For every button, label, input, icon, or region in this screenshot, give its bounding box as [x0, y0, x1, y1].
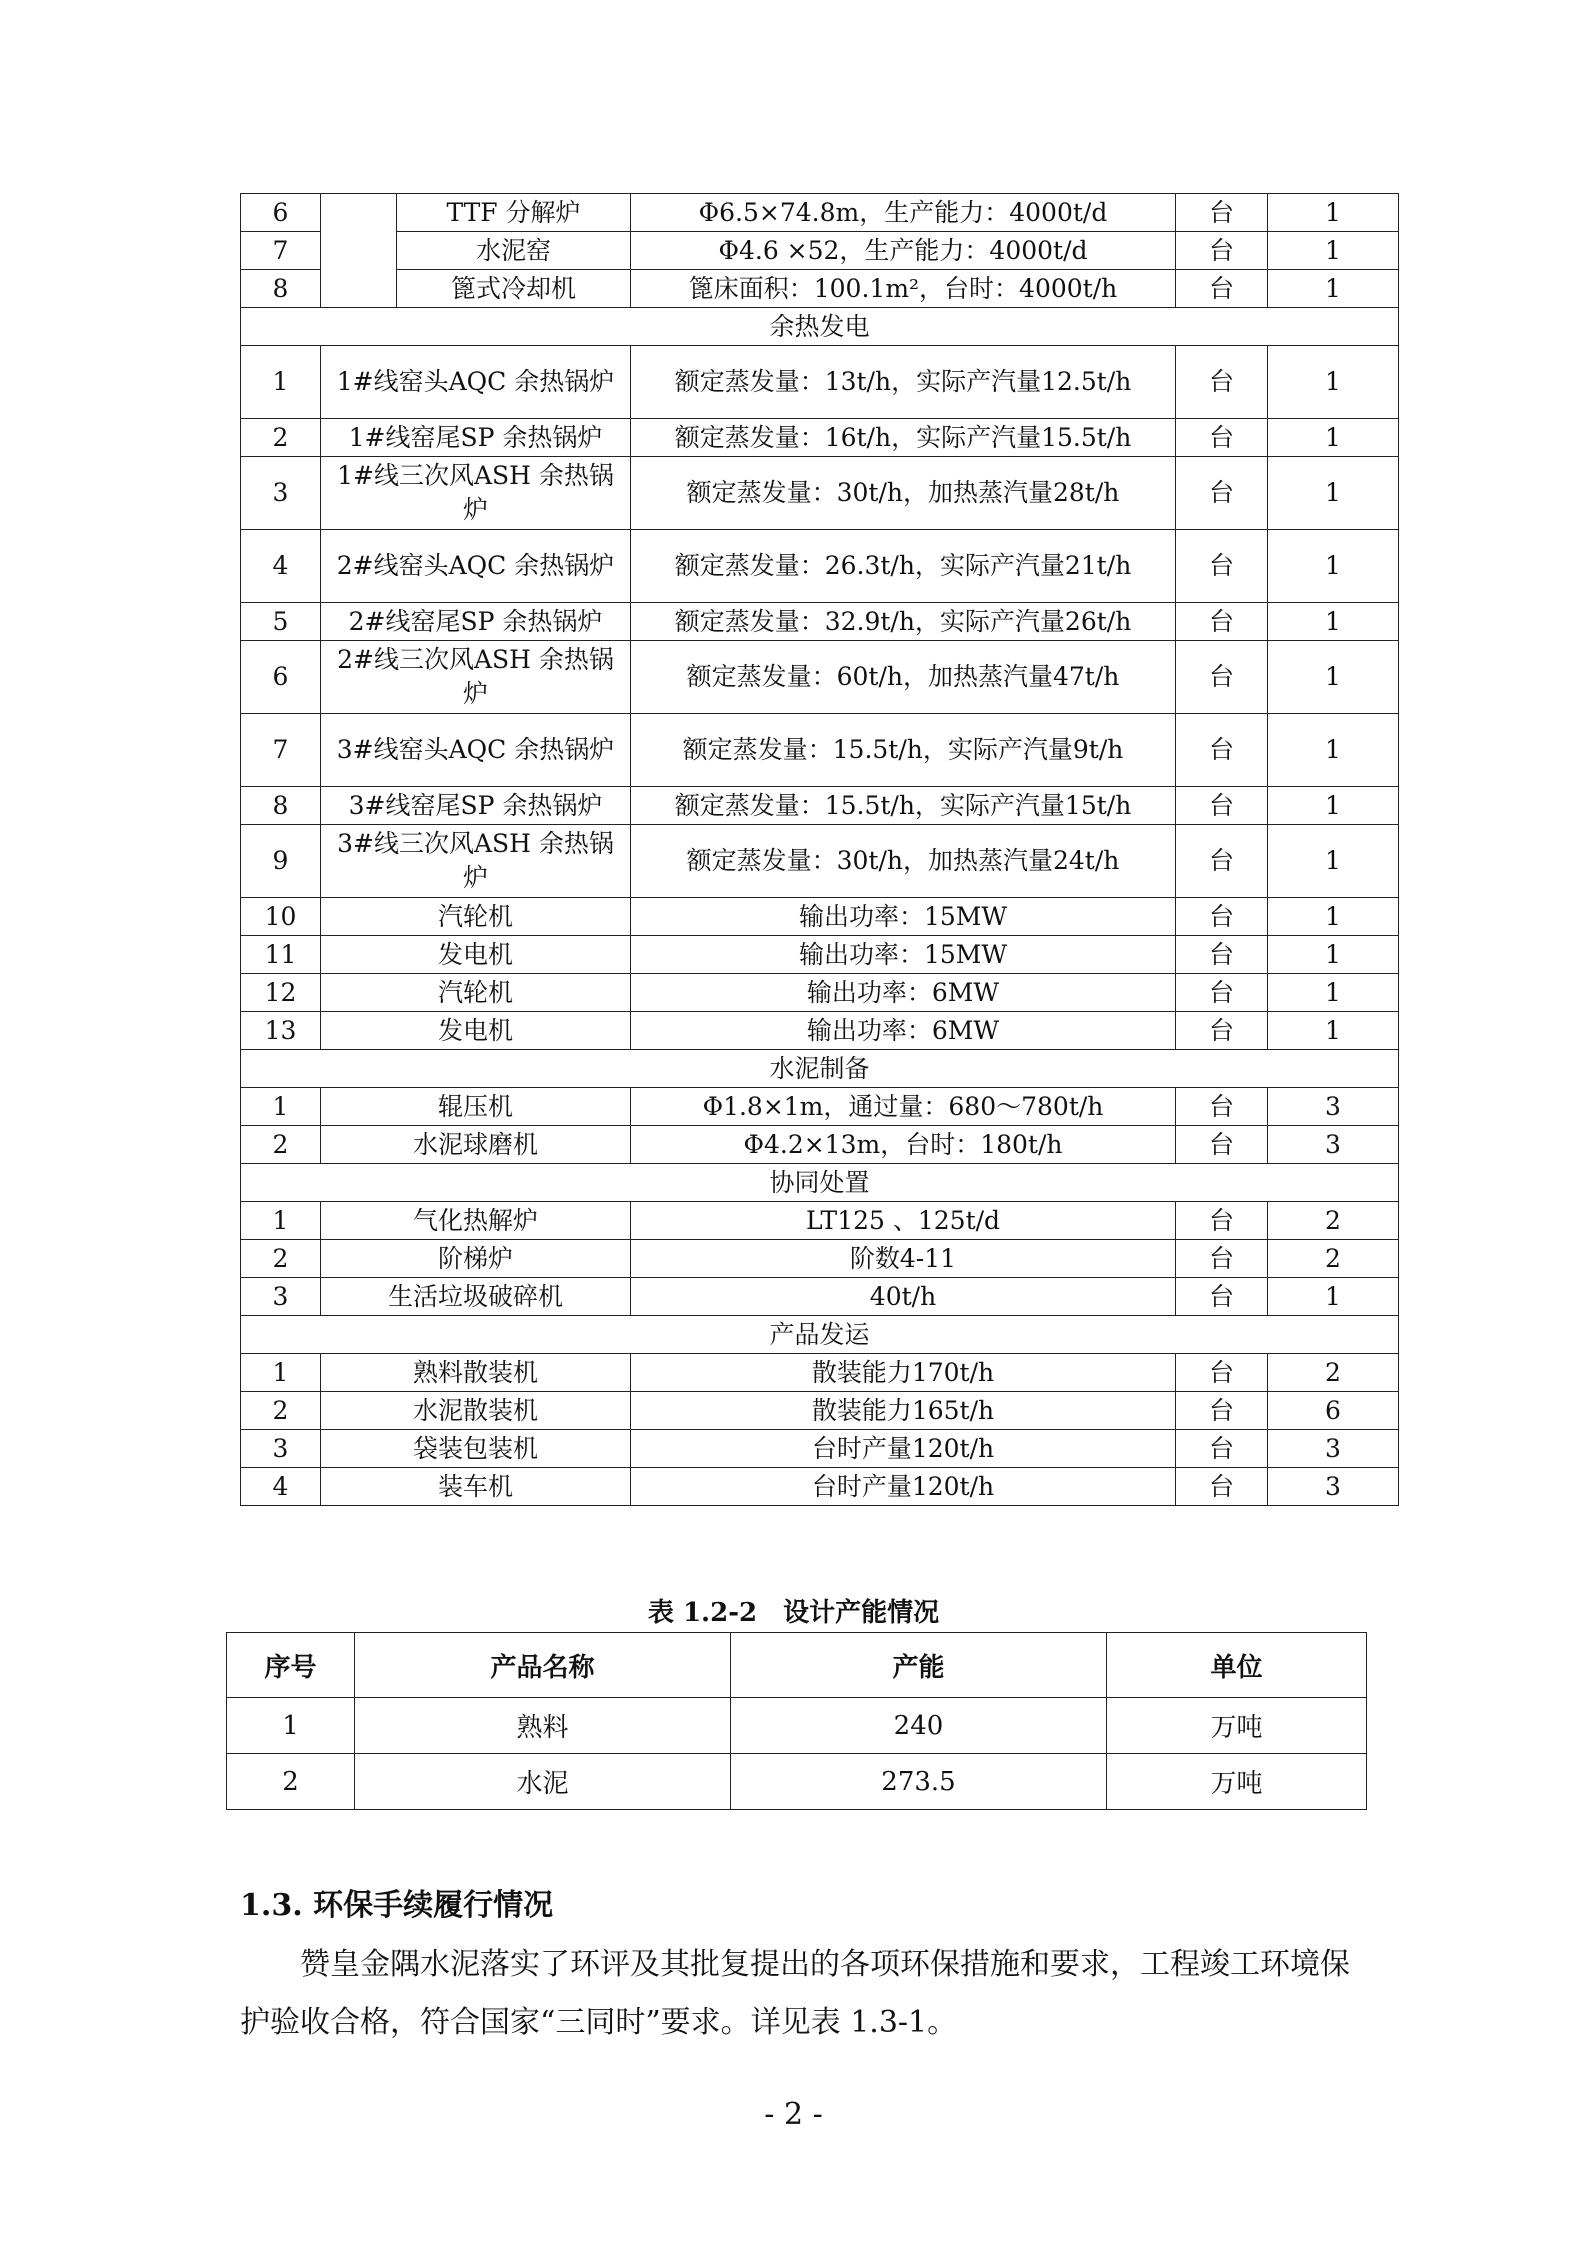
table-row — [241, 232, 1399, 270]
table-cell: 1#线窑头AQC 余热锅炉 — [321, 346, 631, 419]
merged-category-cell — [321, 194, 397, 308]
table-cell: 7 — [241, 714, 321, 787]
table-cell: 2 — [241, 1240, 321, 1278]
capacity-table — [226, 1632, 1367, 1810]
table-cell: 4 — [241, 1468, 321, 1506]
table-row — [241, 898, 1399, 936]
body-paragraph: 赞皇金隅水泥落实了环评及其批复提出的各项环保措施和要求，工程竣工环境保护验收合格，符合国家“三同时”要求。详见表 1.3-1。 — [240, 1947, 1350, 2040]
table-row — [241, 1468, 1399, 1506]
table-cell: 2#线窑头AQC 余热锅炉 — [321, 530, 631, 603]
table-cell: 台 — [1176, 898, 1268, 936]
section-row — [241, 1050, 1399, 1088]
table-cell: 水泥散装机 — [321, 1392, 631, 1430]
table-cell: 额定蒸发量：16t/h，实际产汽量15.5t/h — [631, 419, 1176, 457]
table-cell: 10 — [241, 898, 321, 936]
equipment-table — [240, 193, 1399, 1506]
section-row — [241, 1164, 1399, 1202]
table-cell: 1 — [1268, 714, 1399, 787]
table-cell: TTF 分解炉 — [397, 194, 631, 232]
table-row — [241, 1430, 1399, 1468]
table-cell: 1 — [1268, 641, 1399, 714]
table-cell: 台时产量120t/h — [631, 1430, 1176, 1468]
table-cell: 阶数4-11 — [631, 1240, 1176, 1278]
table-cell: 水泥球磨机 — [321, 1126, 631, 1164]
table-cell: 散装能力170t/h — [631, 1354, 1176, 1392]
table-cell: 台 — [1176, 1468, 1268, 1506]
table-cell: 输出功率：6MW — [631, 1012, 1176, 1050]
table-cell: 9 — [241, 825, 321, 898]
table-cell: 台 — [1176, 194, 1268, 232]
table-row — [227, 1698, 1367, 1754]
table-row — [241, 1392, 1399, 1430]
table-cell: 13 — [241, 1012, 321, 1050]
table-row — [241, 825, 1399, 898]
table-row — [241, 714, 1399, 787]
table-cell: 台 — [1176, 1278, 1268, 1316]
table-cell: 发电机 — [321, 1012, 631, 1050]
table-cell: 2 — [241, 419, 321, 457]
table-cell: 3 — [241, 1430, 321, 1468]
section-heading: 1.3. 环保手续履行情况 — [240, 1888, 554, 1923]
table-row — [241, 603, 1399, 641]
table-row — [241, 1088, 1399, 1126]
table-cell: 3 — [1268, 1430, 1399, 1468]
table-cell: 台 — [1176, 457, 1268, 530]
table-cell: 袋装包装机 — [321, 1430, 631, 1468]
table-row — [241, 1126, 1399, 1164]
table-cell: 1 — [1268, 974, 1399, 1012]
table-cell: 3 — [1268, 1468, 1399, 1506]
table-cell: 2 — [227, 1754, 355, 1810]
table-cell: 台 — [1176, 974, 1268, 1012]
table-row — [241, 419, 1399, 457]
section-title: 余热发电 — [241, 308, 1399, 346]
table-cell: 熟料 — [355, 1698, 731, 1754]
table-cell: 输出功率：15MW — [631, 936, 1176, 974]
table-row — [241, 787, 1399, 825]
table-cell: 阶梯炉 — [321, 1240, 631, 1278]
table-cell: 台 — [1176, 530, 1268, 603]
table-cell: 台时产量120t/h — [631, 1468, 1176, 1506]
header-cell: 产品名称 — [355, 1633, 731, 1698]
table-cell: 4 — [241, 530, 321, 603]
table-row — [241, 1012, 1399, 1050]
table-cell: 水泥 — [355, 1754, 731, 1810]
table-cell: 台 — [1176, 1240, 1268, 1278]
table-cell: 台 — [1176, 1088, 1268, 1126]
table-cell: 发电机 — [321, 936, 631, 974]
table-cell: 1 — [1268, 1278, 1399, 1316]
table-cell: 万吨 — [1107, 1698, 1367, 1754]
table-cell: 2 — [241, 1126, 321, 1164]
table-cell: 8 — [241, 270, 321, 308]
table-cell: 1 — [1268, 787, 1399, 825]
table-cell: Φ1.8×1m，通过量：680～780t/h — [631, 1088, 1176, 1126]
header-cell: 单位 — [1107, 1633, 1367, 1698]
table-row — [241, 346, 1399, 419]
table-cell: 1 — [1268, 457, 1399, 530]
table-cell: 额定蒸发量：15.5t/h，实际产汽量15t/h — [631, 787, 1176, 825]
table-row — [227, 1754, 1367, 1810]
table-cell: 2 — [241, 1392, 321, 1430]
table-cell: 240 — [731, 1698, 1107, 1754]
table-cell: Φ4.6 ×52，生产能力：4000t/d — [631, 232, 1176, 270]
table-cell: 1 — [1268, 530, 1399, 603]
table-cell: 1 — [1268, 346, 1399, 419]
table-cell: 台 — [1176, 714, 1268, 787]
table-cell: 8 — [241, 787, 321, 825]
table-cell: 熟料散装机 — [321, 1354, 631, 1392]
table-row — [241, 1354, 1399, 1392]
table-cell: 3 — [241, 457, 321, 530]
table-cell: 1 — [1268, 603, 1399, 641]
table-cell: 额定蒸发量：30t/h，加热蒸汽量28t/h — [631, 457, 1176, 530]
table-cell: 1 — [1268, 898, 1399, 936]
section-title: 产品发运 — [241, 1316, 1399, 1354]
header-cell: 序号 — [227, 1633, 355, 1698]
page-number: - 2 - — [764, 2097, 823, 2132]
table-cell: 散装能力165t/h — [631, 1392, 1176, 1430]
table-cell: 台 — [1176, 1430, 1268, 1468]
table-cell: 2#线窑尾SP 余热锅炉 — [321, 603, 631, 641]
table-cell: 1 — [1268, 194, 1399, 232]
table-cell: 额定蒸发量：26.3t/h，实际产汽量21t/h — [631, 530, 1176, 603]
table-cell: 台 — [1176, 346, 1268, 419]
table-cell: 气化热解炉 — [321, 1202, 631, 1240]
table-cell: 台 — [1176, 1354, 1268, 1392]
table-row — [241, 194, 1399, 232]
table-cell: LT125 、125t/d — [631, 1202, 1176, 1240]
table-cell: 3#线窑头AQC 余热锅炉 — [321, 714, 631, 787]
table-cell: 台 — [1176, 787, 1268, 825]
table-cell: 3 — [1268, 1126, 1399, 1164]
table-cell: 台 — [1176, 641, 1268, 714]
table-cell: 1#线三次风ASH 余热锅炉 — [321, 457, 631, 530]
table-cell: 3#线三次风ASH 余热锅炉 — [321, 825, 631, 898]
table-cell: 1 — [1268, 936, 1399, 974]
capacity-header-row — [227, 1633, 1367, 1698]
section-row — [241, 1316, 1399, 1354]
table-row — [241, 270, 1399, 308]
table-cell: 1#线窑尾SP 余热锅炉 — [321, 419, 631, 457]
table-cell: 1 — [1268, 419, 1399, 457]
table-cell: 3 — [1268, 1088, 1399, 1126]
table-cell: Φ4.2×13m，台时：180t/h — [631, 1126, 1176, 1164]
table-cell: 1 — [1268, 1012, 1399, 1050]
table-cell: 1 — [1268, 825, 1399, 898]
table-cell: 273.5 — [731, 1754, 1107, 1810]
table-cell: 6 — [241, 641, 321, 714]
table-cell: 1 — [241, 346, 321, 419]
table-row — [241, 1278, 1399, 1316]
table-cell: 1 — [227, 1698, 355, 1754]
table-cell: 汽轮机 — [321, 974, 631, 1012]
table-row — [241, 1240, 1399, 1278]
table-row — [241, 530, 1399, 603]
table-cell: Φ6.5×74.8m，生产能力：4000t/d — [631, 194, 1176, 232]
table-cell: 额定蒸发量：30t/h，加热蒸汽量24t/h — [631, 825, 1176, 898]
table-cell: 7 — [241, 232, 321, 270]
table-cell: 台 — [1176, 419, 1268, 457]
table-cell: 1 — [241, 1088, 321, 1126]
table-cell: 2#线三次风ASH 余热锅炉 — [321, 641, 631, 714]
table-row — [241, 1202, 1399, 1240]
table-cell: 台 — [1176, 1012, 1268, 1050]
table-cell: 万吨 — [1107, 1754, 1367, 1810]
table-cell: 2 — [1268, 1240, 1399, 1278]
table-cell: 台 — [1176, 270, 1268, 308]
section-row — [241, 308, 1399, 346]
table-cell: 额定蒸发量：60t/h，加热蒸汽量47t/h — [631, 641, 1176, 714]
header-cell: 产能 — [731, 1633, 1107, 1698]
table-cell: 额定蒸发量：13t/h，实际产汽量12.5t/h — [631, 346, 1176, 419]
table-cell: 1 — [1268, 232, 1399, 270]
table-cell: 6 — [241, 194, 321, 232]
table-cell: 辊压机 — [321, 1088, 631, 1126]
table-cell: 台 — [1176, 603, 1268, 641]
section-title: 水泥制备 — [241, 1050, 1399, 1088]
table-cell: 装车机 — [321, 1468, 631, 1506]
table-row — [241, 936, 1399, 974]
table-cell: 3 — [241, 1278, 321, 1316]
section-title: 协同处置 — [241, 1164, 1399, 1202]
table-cell: 台 — [1176, 1202, 1268, 1240]
table-cell: 台 — [1176, 232, 1268, 270]
table-cell: 输出功率：6MW — [631, 974, 1176, 1012]
table-cell: 汽轮机 — [321, 898, 631, 936]
table-cell: 篦床面积：100.1m²，台时：4000t/h — [631, 270, 1176, 308]
table-cell: 生活垃圾破碎机 — [321, 1278, 631, 1316]
table-cell: 1 — [241, 1354, 321, 1392]
table-cell: 水泥窑 — [397, 232, 631, 270]
table-row — [241, 641, 1399, 714]
table-cell: 6 — [1268, 1392, 1399, 1430]
table-cell: 40t/h — [631, 1278, 1176, 1316]
table-cell: 额定蒸发量：32.9t/h，实际产汽量26t/h — [631, 603, 1176, 641]
table-cell: 1 — [1268, 270, 1399, 308]
table-cell: 台 — [1176, 1126, 1268, 1164]
table-cell: 1 — [241, 1202, 321, 1240]
table-caption: 表 1.2-2 设计产能情况 — [647, 1598, 940, 1628]
table-cell: 台 — [1176, 936, 1268, 974]
table-cell: 2 — [1268, 1202, 1399, 1240]
table-cell: 12 — [241, 974, 321, 1012]
table-row — [241, 974, 1399, 1012]
table-cell: 5 — [241, 603, 321, 641]
table-cell: 11 — [241, 936, 321, 974]
table-cell: 篦式冷却机 — [397, 270, 631, 308]
table-cell: 3#线窑尾SP 余热锅炉 — [321, 787, 631, 825]
table-cell: 2 — [1268, 1354, 1399, 1392]
table-cell: 额定蒸发量：15.5t/h，实际产汽量9t/h — [631, 714, 1176, 787]
table-cell: 台 — [1176, 1392, 1268, 1430]
table-cell: 输出功率：15MW — [631, 898, 1176, 936]
table-row — [241, 457, 1399, 530]
table-cell: 台 — [1176, 825, 1268, 898]
